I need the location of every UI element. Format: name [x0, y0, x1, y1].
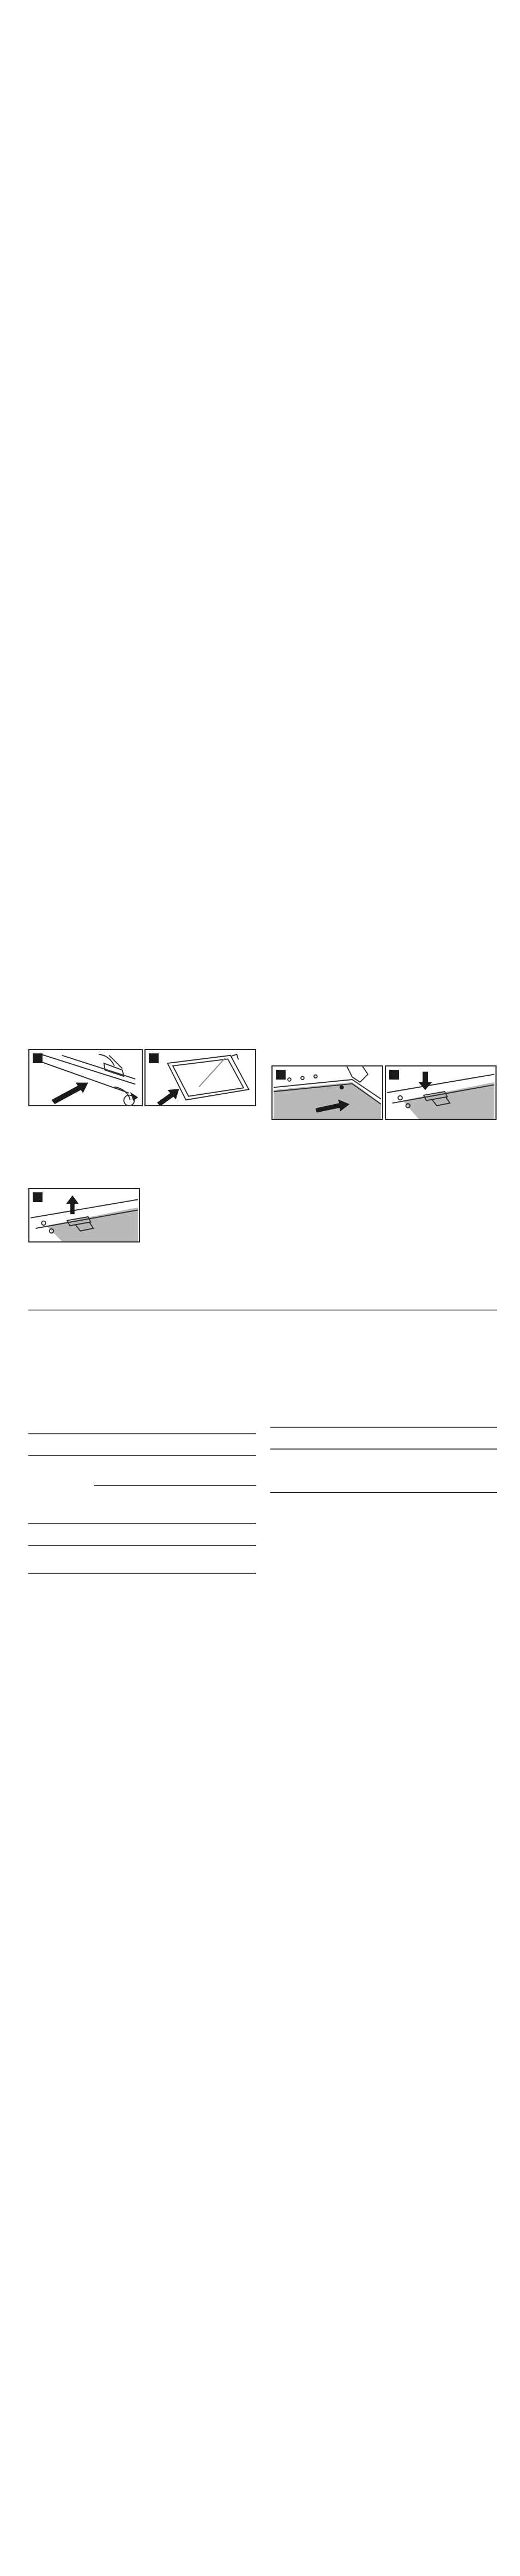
table-rule: [94, 1485, 256, 1486]
figure-step-5: [28, 1188, 140, 1242]
table-rule: [270, 1427, 497, 1428]
table-rule: [28, 1545, 256, 1546]
table-rule: [270, 1448, 497, 1450]
table-rule: [270, 1492, 497, 1493]
table-rule: [28, 1455, 256, 1456]
table-rule: [28, 1523, 256, 1524]
door-pane-illustration: [146, 1050, 255, 1105]
step-number-badge: [33, 1053, 43, 1063]
clip-press-illustration: [386, 1066, 495, 1119]
figure-step-3: [271, 1065, 383, 1120]
arrow-icon: [51, 1083, 88, 1104]
figure-step-4: [385, 1065, 497, 1120]
pane-slide-illustration: [273, 1066, 382, 1119]
figure-step-1: [28, 1049, 143, 1106]
step-number-badge: [33, 1192, 43, 1202]
table-rule: [28, 1433, 256, 1434]
table-rule: [28, 1573, 256, 1574]
step-number-badge: [149, 1053, 159, 1063]
step-number-badge: [389, 1070, 399, 1080]
figure-step-2: [144, 1049, 256, 1106]
section-divider: [28, 1310, 497, 1311]
arrow-icon: [157, 1089, 179, 1105]
step-number-badge: [276, 1070, 286, 1080]
door-hinge-illustration: [29, 1050, 142, 1105]
clip-lift-illustration: [29, 1189, 139, 1241]
